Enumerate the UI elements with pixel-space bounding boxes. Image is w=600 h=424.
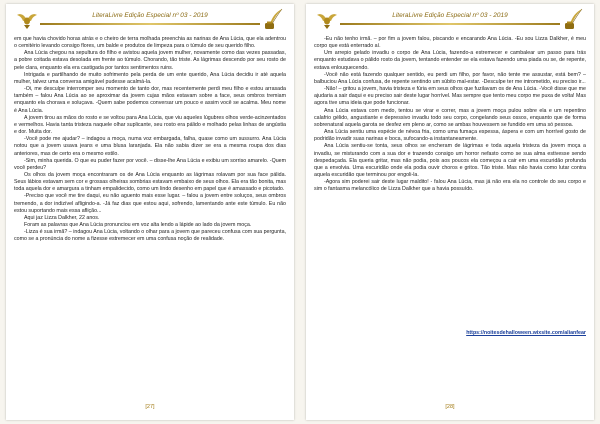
paragraph: Aqui jaz Lizza Dalkher, 22 anos. — [24, 214, 100, 221]
header-title: LiteraLivre Edição Especial nº 03 - 2019 — [92, 12, 208, 19]
right-page — [306, 4, 594, 420]
paragraph: -Eu não tenho irmã. – por fim a jovem falou, piscando e encarando Ana Lúcia. -Eu sou Lizza Dalkher, é meu corpo que está enterrado aí. — [314, 36, 586, 50]
page-number: [28] — [445, 404, 455, 410]
page-header — [316, 8, 584, 30]
paragraph: Ana Lúcia chegou na sepultura do filho e avistou aquela jovem mulher, novamente como das vezes passadas, a pobre coitada estava desolada em frente ao túmulo. Chorando, tão triste. As lágrimas descendo por seu rosto de pele clara, enquanto ela era castigada por tantos sentimentos ruins. — [14, 50, 286, 71]
paragraph: -Você não está fazendo qualquer sentido, eu perdi um filho, por favor, não tente me assustar, está bem? – balbuciou Ana Lúcia confusa, de repente sentindo um súbito mal-estar. -Desculpe ter me intrometido, eu preciso ir... — [314, 71, 586, 85]
header-rule — [40, 23, 260, 25]
website-link[interactable]: https://noitesdehalloween.wixsite.com/alianfear — [466, 330, 586, 336]
paragraph: Foram as palavras que Ana Lúcia pronunciou em voz alta lendo a lápide ao lado da jovem moça. — [24, 222, 252, 229]
paragraph: Ana Lúcia sentiu uma espécie de névoa fria, como uma fumaça espessa, áspera e com um horrível gosto de podridão invadir suas narinas e boca, sufocando-a instantaneamente. — [314, 129, 586, 143]
paragraph: A jovem tirou as mãos do rosto e se voltou para Ana Lúcia, que viu aqueles lúgubres olhos verde-acinzentados e vermelhos. Havia tanta tristeza naquele olhar suplicante, seu rosto era pálido e molhado pelas linhas de angústia e dor. Muita dor. — [14, 114, 286, 136]
header-rule — [340, 23, 560, 25]
paragraph: Ana Lúcia sentiu-se tonta, seus olhos se encheram de lágrimas e toda aquela tristeza da jovem moça a invadiu, se misturando com a sua dor e trazendo consigo um horror nefasto como se sua alma estivesse sendo despedaçada. Ela queria gritar, mas não podia, pois aos poucos ela começou a cair em uma escuridão profunda que a envolvia. Uma escuridão onde ela podia ouvir choros e gritos. Tão triste. Mas não havia como lutar contra aquela escuridão que terminou por engoli-la. — [314, 143, 586, 178]
quill-inkpot-icon — [262, 8, 284, 30]
paragraph: -Oi, me desculpe interromper seu momento de tanto dor, mas recentemente perdi meu filho e estou arrasada também – falou Ana Lúcia ao se aproximar da jovem cujas mãos estavam sobre a face, seus ombros tremiam enquanto ela chorava e soluçava. -Quem sabe podemos conversar um pouco e assim você se acalma. Meu nome é Ana Lúcia. — [14, 86, 286, 114]
paragraph: -Você pode me ajudar? – indagou a moça, numa voz embargada, falha, quase como um sussurro. Ana Lúcia notou que a jovem usava jeans e uma blusa laranjada. Ela não sabia dizer se era a mesma roupa dos dias anteriores, mas de certo era o mesmo estilo. — [14, 136, 286, 157]
paragraph: -Não! – gritou a jovem, havia tristeza e fúria em seus olhos que fuzilavam os de Ana Lúcia. -Você disse que me ajudaria a sair daqui e eu preciso sair deste lugar horrível. Mas sempre que tento meu corpo me puxa de volta! Mas agora tive uma ideia que pode funcionar. — [314, 86, 586, 107]
paragraph: -Sim, minha querida. O que eu puder fazer por você. – disse-lhe Ana Lúcia e exibiu um sorriso amarelo. -Quem você perdeu? — [14, 157, 286, 171]
paragraph: -Lizza é sua irmã? – indagou Ana Lúcia, voltando o olhar para a jovem que pareceu confusa com sua pergunta, como se a pronúncia do nome a fizesse estremecer em uma confusa noção de realidade. — [14, 229, 286, 243]
paragraph: -Agora sim poderei sair deste lugar maldito! - falou Ana Lúcia, mas já não era ela no controle do seu corpo e sim o fantasma melancólico de Lizza Dalkher que a havia possuído. — [314, 179, 586, 193]
left-page-text — [14, 36, 286, 394]
quill-inkpot-icon — [562, 8, 584, 30]
header-title: LiteraLivre Edição Especial nº 03 - 2019 — [392, 12, 508, 19]
right-page-text — [314, 36, 586, 394]
paragraph: Um arrepio gelado invadiu o corpo de Ana Lúcia, fazendo-a estremecer e cambalear um passo para trás enquanto estudava o pálido rosto da jovem, tentando entender se ela estava fazendo uma piada ou se, de repente, estava enlouquecendo. — [314, 50, 586, 71]
paragraph: Intrigada e partilhando de muito sofrimento pela perda de um ente querido, Ana Lúcia decidiu ir até aquela mulher, talvez uma conversa amigável pudesse acalmá-la. — [14, 71, 286, 85]
paragraph: -Preciso que você me tire daqui, eu não aguento mais esse lugar. – falou a jovem entre soluços, seus ombros tremendo, a dor indizível afligindo-a. -Já faz dias que estou aqui, sofrendo, lamentando ante este túmulo. Eu não estou suportando mais essa aflição... — [14, 193, 286, 214]
page-header — [16, 8, 284, 30]
paragraph: Os olhos da jovem moça encontraram os de Ana Lúcia enquanto as lágrimas rolavam por sua face pálida. Seus lábios estavam sem cor e grossas olheiras sombrias estavam embaixo de seus olhos. Ela era tão bonita, mas toda aquela dor e amargura a tinham empalidecido, como um lindo desenho em papel que é amassado e picotado. — [14, 171, 286, 193]
paragraph: em que havia chovido horas atrás e o cheiro de terra molhada preenchia as narinas de Ana Lúcia, que ela adentrou o cemitério levando consigo flores, um balde e produtos de limpeza para o túmulo de seu querido filho. — [14, 36, 286, 50]
page-number: [27] — [145, 404, 155, 410]
paragraph: Ana Lúcia estava com medo, tentou se virar e correr, mas a jovem moça pulou sobre ela e um repentino calafrio gélido, angustiante e depressivo invadiu todo seu corpo, congelando seus ossos, enquanto que de forma sobrenatural aquela garota se desfez em pleno ar, como se ambas houvessem se fundido em uma só pessoa. — [314, 107, 586, 128]
left-page — [6, 4, 294, 420]
